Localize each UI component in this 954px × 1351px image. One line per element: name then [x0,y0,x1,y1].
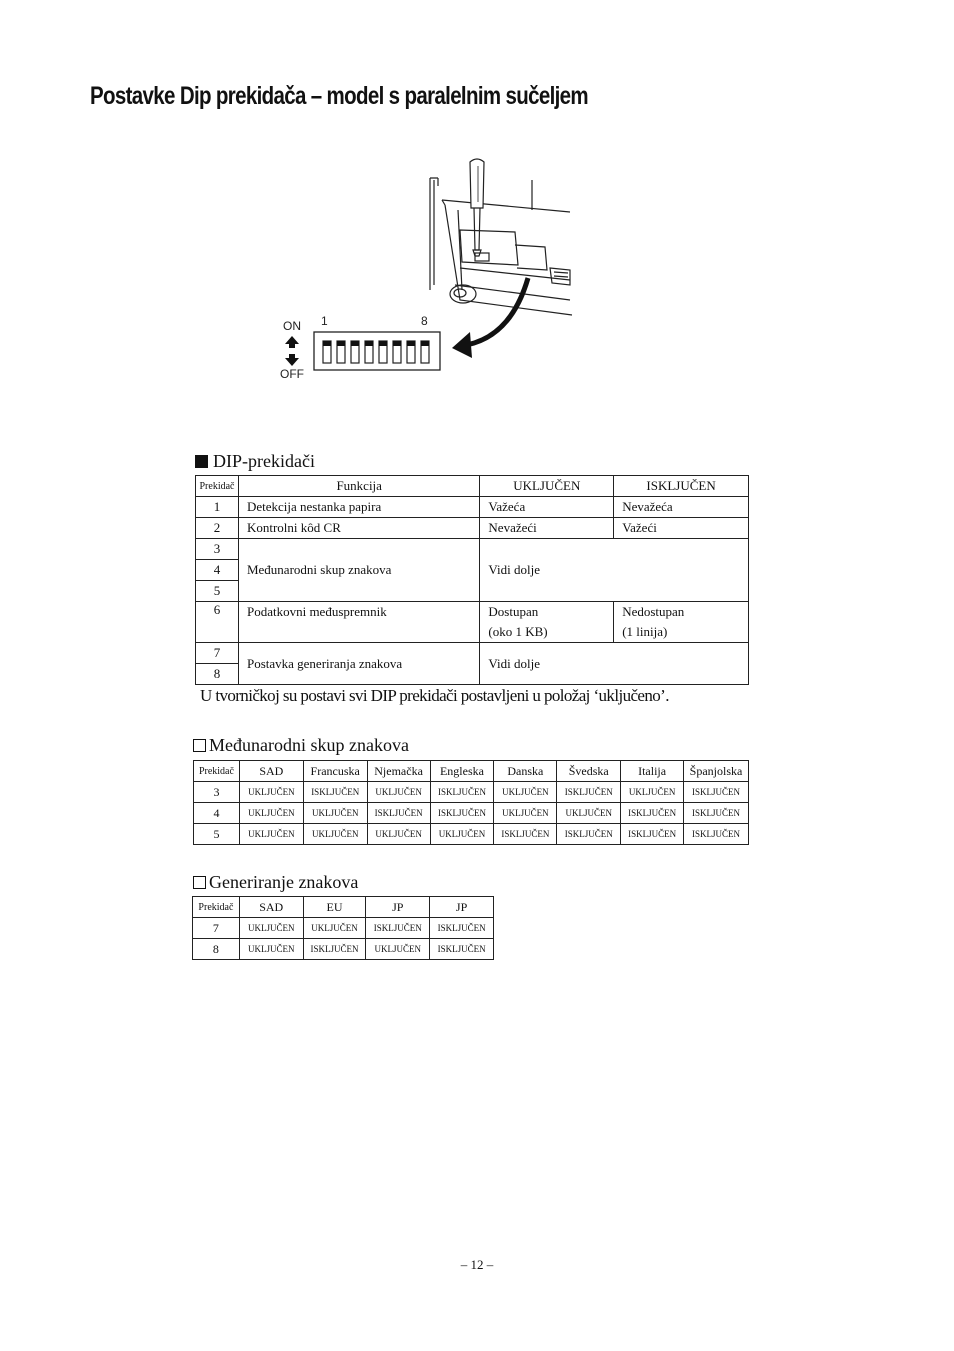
function-cell: Međunarodni skup znakova [238,539,479,602]
table-header-row [194,761,749,782]
table-row [196,643,749,664]
table-row [196,539,749,560]
off-label: OFF [280,367,304,381]
header-country: Švedska [557,761,621,782]
header-country: SAD [239,761,303,782]
state-cell: ISKLJUČEN [430,918,494,939]
on-cell: Nevažeći [480,518,614,539]
off-line-2: (1 linija) [622,624,668,639]
header-on: UKLJUČEN [480,476,614,497]
header-switch: Prekidač [193,897,240,918]
header-country: Italija [621,761,684,782]
switch-number: 3 [196,539,239,560]
state-cell: ISKLJUČEN [367,803,430,824]
dip-switch-table [195,475,749,685]
switch-number: 4 [194,803,240,824]
charset-section-heading [193,735,409,756]
state-cell: ISKLJUČEN [366,918,430,939]
state-cell: UKLJUČEN [494,782,557,803]
table-row [196,497,749,518]
state-cell: UKLJUČEN [303,803,367,824]
header-country: Engleska [430,761,494,782]
off-line-1: Nedostupan [622,604,685,619]
state-cell: UKLJUČEN [621,782,684,803]
state-cell: UKLJUČEN [367,782,430,803]
table-row [193,918,494,939]
state-cell: ISKLJUČEN [303,939,366,960]
state-cell: UKLJUČEN [494,803,557,824]
header-country: Španjolska [684,761,749,782]
function-cell: Kontrolni kôd CR [238,518,479,539]
state-cell: ISKLJUČEN [430,782,494,803]
state-cell: UKLJUČEN [430,824,494,845]
header-region: EU [303,897,366,918]
on-cell: Vidi dolje [480,643,749,685]
header-country: Njemačka [367,761,430,782]
state-cell: ISKLJUČEN [494,824,557,845]
page-title: Postavke Dip prekidača – model s paralelnim sučeljem [90,82,588,110]
off-cell: Važeći [614,518,749,539]
table-row [194,803,749,824]
state-cell: ISKLJUČEN [303,782,367,803]
state-cell: ISKLJUČEN [621,803,684,824]
filled-square-icon [195,455,208,468]
switch-last-number: 8 [421,314,428,328]
header-switch: Prekidač [194,761,240,782]
table-row [196,602,749,643]
off-cell [614,602,749,643]
state-cell: ISKLJUČEN [430,939,494,960]
switch-number: 7 [196,643,239,664]
state-cell: ISKLJUČEN [684,824,749,845]
factory-setting-note: U tvorničkoj su postavi svi DIP prekidači postavljeni u položaj ‘uključeno’. [200,686,669,705]
table-header-row [193,897,494,918]
header-region: JP [430,897,494,918]
switch-number: 5 [194,824,240,845]
state-cell: UKLJUČEN [303,824,367,845]
gen-section-heading [193,872,358,893]
open-square-icon [193,876,206,889]
switch-number: 3 [194,782,240,803]
dip-heading-text: DIP-prekidači [213,451,315,471]
switch-number: 6 [196,602,239,643]
table-header-row [196,476,749,497]
header-function: Funkcija [238,476,479,497]
state-cell: ISKLJUČEN [684,782,749,803]
state-cell: UKLJUČEN [557,803,621,824]
on-line-2: (oko 1 KB) [488,624,548,639]
header-switch: Prekidač [196,476,239,497]
table-row [193,939,494,960]
state-cell: UKLJUČEN [239,918,303,939]
charset-heading-text: Međunarodni skup znakova [209,735,409,755]
charset-table [193,760,749,845]
switch-number: 1 [196,497,239,518]
function-cell: Podatkovni međuspremnik [238,602,479,643]
header-region: JP [366,897,430,918]
function-cell: Postavka generiranja znakova [238,643,479,685]
state-cell: UKLJUČEN [303,918,366,939]
char-gen-table [192,896,494,960]
state-cell: ISKLJUČEN [557,782,621,803]
table-row [194,782,749,803]
state-cell: UKLJUČEN [239,939,303,960]
state-cell: UKLJUČEN [366,939,430,960]
header-country: Francuska [303,761,367,782]
on-label: ON [283,319,301,333]
page-number: – 12 – [460,1257,494,1272]
switch-number: 7 [193,918,240,939]
table-row [194,824,749,845]
state-cell: ISKLJUČEN [684,803,749,824]
switch-number: 2 [196,518,239,539]
dip-switch-illustration [270,150,590,390]
state-cell: ISKLJUČEN [557,824,621,845]
on-line-1: Dostupan [488,604,539,619]
switch-number: 8 [193,939,240,960]
dip-section-heading [195,451,315,472]
on-cell [480,602,614,643]
header-region: SAD [239,897,303,918]
gen-heading-text: Generiranje znakova [209,872,359,892]
state-cell: UKLJUČEN [239,824,303,845]
state-cell: UKLJUČEN [239,803,303,824]
state-cell: ISKLJUČEN [621,824,684,845]
function-cell: Detekcija nestanka papira [238,497,479,518]
state-cell: UKLJUČEN [239,782,303,803]
open-square-icon [193,739,206,752]
on-cell: Vidi dolje [480,539,749,602]
state-cell: UKLJUČEN [367,824,430,845]
header-country: Danska [494,761,557,782]
switch-number: 4 [196,560,239,581]
table-row [196,518,749,539]
off-cell: Nevažeća [614,497,749,518]
switch-number: 5 [196,581,239,602]
state-cell: ISKLJUČEN [430,803,494,824]
switch-number: 8 [196,664,239,685]
header-off: ISKLJUČEN [614,476,749,497]
switch-first-number: 1 [321,314,328,328]
on-cell: Važeća [480,497,614,518]
